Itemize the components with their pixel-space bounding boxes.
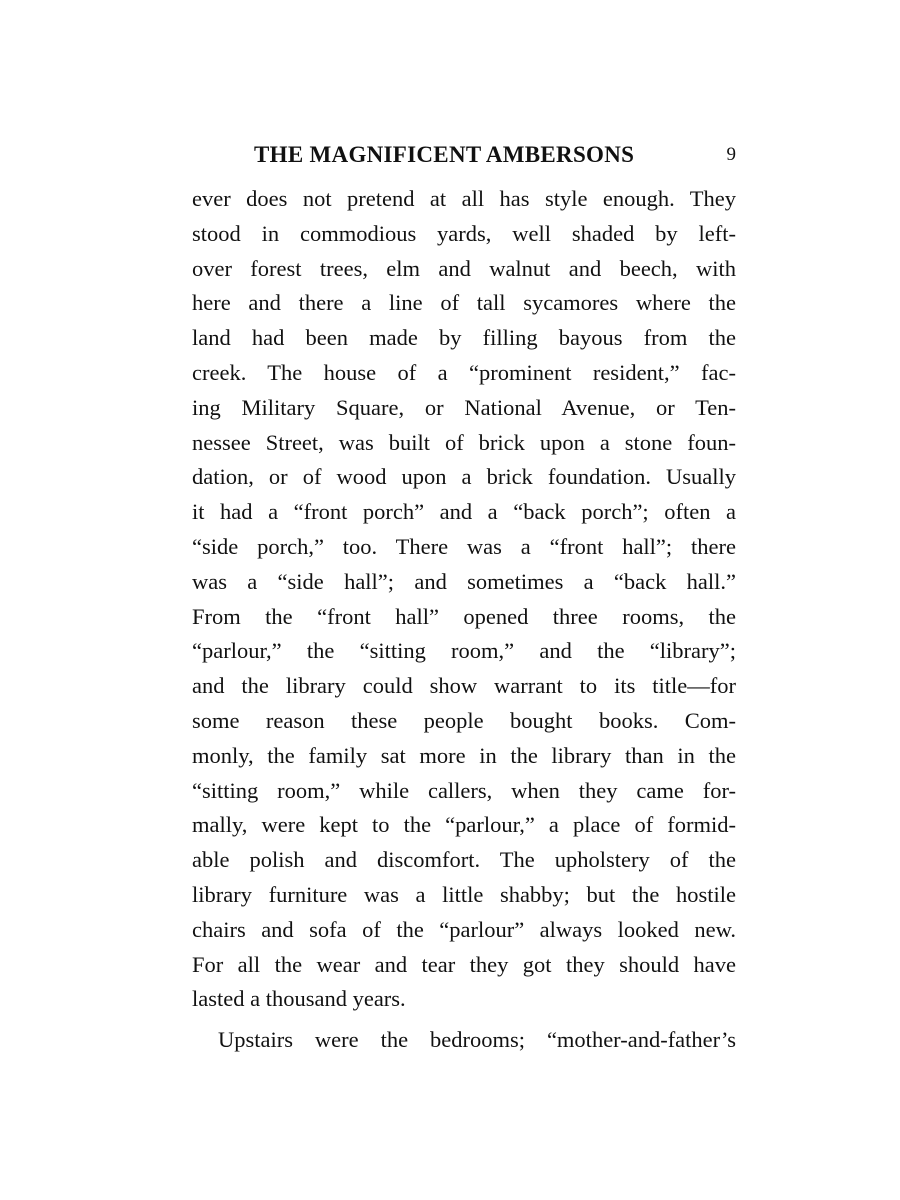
text-line: For all the wear and tear they got they should have	[192, 951, 736, 977]
text-line: ever does not pretend at all has style enough. They	[192, 186, 736, 211]
paragraph-start-line: Upstairs were the bedrooms; “mother-and-father’s	[218, 1027, 736, 1053]
page-number: 9	[726, 144, 736, 165]
text-line: “parlour,” the “sitting room,” and the “library”;	[192, 638, 736, 664]
text-line: land had been made by filling bayous from the	[192, 325, 736, 351]
text-line: “side porch,” too. There was a “front hall”; there	[192, 533, 736, 559]
text-line: dation, or of wood upon a brick foundation. Usually	[192, 464, 736, 490]
text-line: stood in commodious yards, well shaded by left-	[192, 220, 736, 246]
text-line: From the “front hall” opened three rooms, the	[192, 603, 736, 629]
text-line: chairs and sofa of the “parlour” always looked new.	[192, 916, 736, 942]
paragraph-end-line: lasted a thousand years.	[192, 986, 406, 1012]
running-header	[192, 142, 736, 172]
text-line: some reason these people bought books. Com-	[192, 707, 736, 733]
text-line: able polish and discomfort. The upholstery of the	[192, 847, 736, 873]
text-line: was a “side hall”; and sometimes a “back hall.”	[192, 568, 736, 594]
text-line: “sitting room,” while callers, when they came for-	[192, 777, 736, 803]
text-line: ing Military Square, or National Avenue, or Ten-	[192, 394, 736, 420]
running-title: THE MAGNIFICENT AMBERSONS	[254, 142, 635, 167]
body-text	[192, 182, 736, 1058]
text-line: monly, the family sat more in the library than in the	[192, 742, 736, 768]
text-line: here and there a line of tall sycamores where the	[192, 290, 736, 316]
text-line: nessee Street, was built of brick upon a stone foun-	[192, 429, 736, 455]
text-line: mally, were kept to the “parlour,” a place of formid-	[192, 812, 736, 838]
text-line: and the library could show warrant to its title—for	[192, 673, 736, 699]
text-line: library furniture was a little shabby; but the hostile	[192, 881, 736, 907]
text-line: creek. The house of a “prominent resident,” fac-	[192, 359, 736, 385]
text-line: it had a “front porch” and a “back porch”; often a	[192, 499, 736, 525]
text-line: over forest trees, elm and walnut and beech, with	[192, 255, 736, 281]
